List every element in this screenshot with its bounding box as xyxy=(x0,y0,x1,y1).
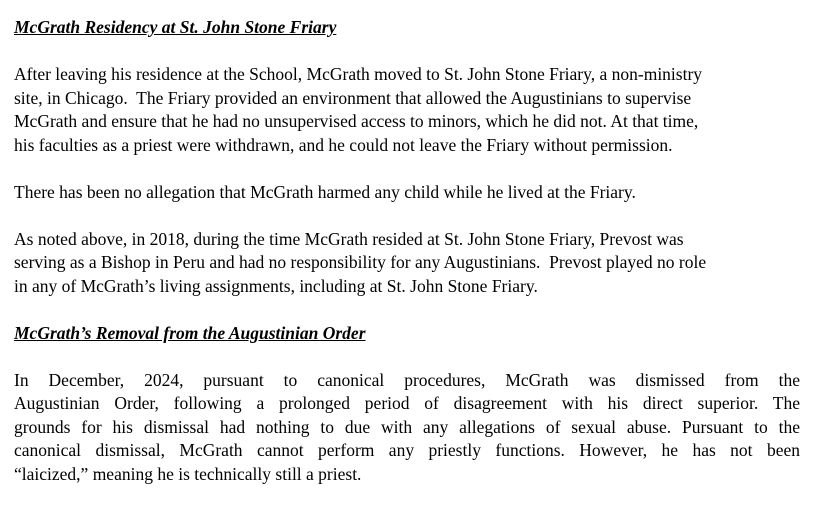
text-line: “laicized,” meaning he is technically still a priest. xyxy=(14,463,362,484)
section-heading-removal: McGrath’s Removal from the Augustinian Order xyxy=(14,322,366,343)
text-line: McGrath and ensure that he had no unsupervised access to minors, which he did not. At that time, xyxy=(14,111,699,131)
text-line: his faculties as a priest were withdrawn, and he could not leave the Friary without permission. xyxy=(14,134,673,155)
text-line: After leaving his residence at the School, McGrath moved to St. John Stone Friary, a non-ministry xyxy=(14,64,703,84)
paragraph-no-allegation xyxy=(14,181,800,205)
section-heading-residency: McGrath Residency at St. John Stone Friary xyxy=(14,17,337,37)
text-line: There has been no allegation that McGrath harmed any child while he lived at the Friary. xyxy=(14,181,636,202)
text-line: site, in Chicago. The Friary provided an environment that allowed the Augustinians to supervise xyxy=(14,87,692,108)
paragraph-prevost-role xyxy=(14,228,800,299)
text-line: canonical dismissal, McGrath cannot perform any priestly functions. However, he has not been xyxy=(14,440,800,460)
text-line: Augustinian Order, following a prolonged period of disagreement with his direct superior. The xyxy=(14,393,800,413)
text-line: serving as a Bishop in Peru and had no responsibility for any Augustinians. Prevost played no role xyxy=(14,252,707,272)
paragraph-friary-move xyxy=(14,63,800,157)
paragraph-dismissal xyxy=(14,369,800,487)
text-line: in any of McGrath’s living assignments, including at St. John Stone Friary. xyxy=(14,275,538,296)
text-line: In December, 2024, pursuant to canonical procedures, McGrath was dismissed from the xyxy=(14,369,800,390)
text-line: As noted above, in 2018, during the time McGrath resided at St. John Stone Friary, Prevost was xyxy=(14,228,684,249)
text-line: grounds for his dismissal had nothing to due with any allegations of sexual abuse. Pursuant to the xyxy=(14,416,800,437)
